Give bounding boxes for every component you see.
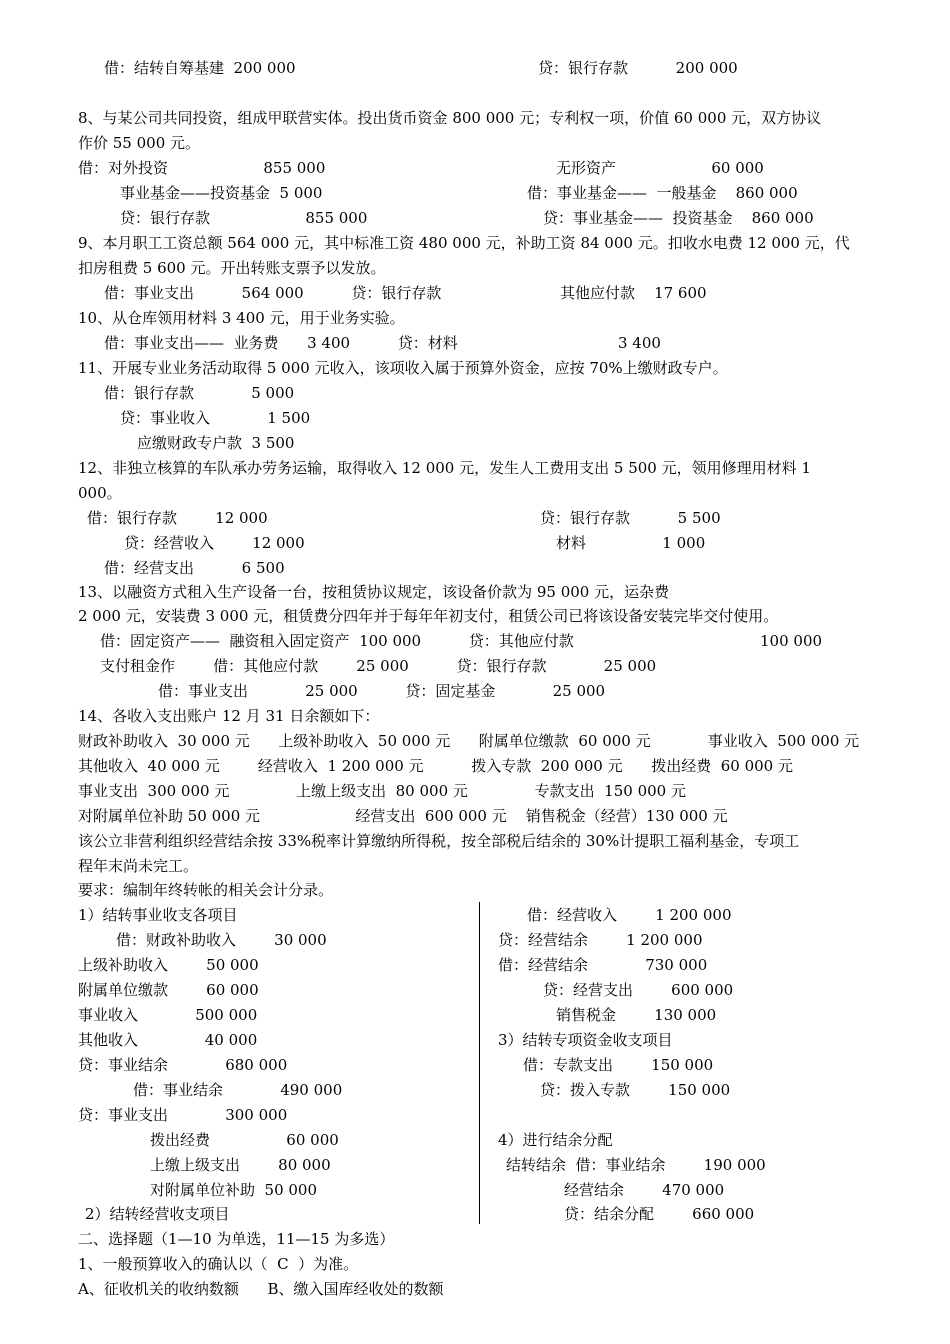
text-line: 销售税金 130 000	[556, 1006, 717, 1024]
text-line: 10、从仓库领用材料 3 400 元，用于业务实验。	[78, 309, 405, 327]
text-line: 对附属单位补助 50 000	[150, 1181, 318, 1199]
text-line: 贷：拨入专款 150 000	[540, 1081, 731, 1099]
text-line: 该公立非营利组织经营结余按 33%税率计算缴纳所得税，按全部税后结余的 30%计提职工福利基金，专项工	[78, 832, 800, 850]
text-line: 作价 55 000 元。	[78, 134, 201, 152]
text-line: 事业支出 300 000 元 上缴上级支出 80 000 元 专款支出 150 000 元	[78, 782, 686, 800]
text-line: 上缴上级支出 80 000	[150, 1156, 331, 1174]
text-line: 贷：结余分配 660 000	[564, 1205, 755, 1223]
text-line: 结转结余 借：事业结余 190 000	[506, 1156, 766, 1174]
text-line: 附属单位缴款 60 000	[78, 981, 259, 999]
text-line: 借：经营结余 730 000	[498, 956, 708, 974]
text-line: 其他收入 40 000 元 经营收入 1 200 000 元 拨入专款 200 000 元 拨出经费 60 000 元	[78, 757, 793, 775]
text-line: 借：财政补助收入 30 000	[116, 931, 327, 949]
text-line: 贷：经营支出 600 000	[543, 981, 734, 999]
text-line: 应缴财政专户款 3 500	[137, 434, 295, 452]
text-line: 借：事业基金—— 一般基金 860 000	[527, 184, 798, 202]
text-line: A、征收机关的收纳数额 B、缴入国库经收处的数额	[78, 1280, 444, 1298]
text-line: 材料 1 000	[556, 534, 706, 552]
text-line: 100 000	[760, 632, 823, 650]
text-line: 贷：银行存款 200 000	[538, 59, 738, 77]
text-line: 2 000 元，安装费 3 000 元，租赁费分四年并于每年年初支付，租赁公司已将该设备安装完毕交付使用。	[78, 607, 779, 625]
text-line: 支付租金作 借：其他应付款 25 000 贷：银行存款 25 000	[100, 657, 657, 675]
text-line: 贷：事业支出 300 000	[78, 1106, 288, 1124]
text-line: 借：对外投资 855 000	[78, 159, 326, 177]
text-line: 14、各收入支出账户 12 月 31 日余额如下：	[78, 707, 380, 725]
text-line: 4）进行结余分配	[498, 1131, 613, 1149]
text-line: 事业收入 500 000	[78, 1006, 258, 1024]
text-line: 贷：事业结余 680 000	[78, 1056, 288, 1074]
text-line: 其他收入 40 000	[78, 1031, 258, 1049]
text-line: 贷：银行存款 855 000	[120, 209, 368, 227]
text-line: 3）结转专项资金收支项目	[498, 1031, 673, 1049]
text-line: 贷：事业收入 1 500	[120, 409, 311, 427]
text-line: 贷：事业基金—— 投资基金 860 000	[543, 209, 814, 227]
text-line: 1）结转事业收支各项目	[78, 906, 238, 924]
text-line: 上级补助收入 50 000	[78, 956, 259, 974]
text-line: 借：事业支出 25 000 贷：固定基金 25 000	[158, 682, 606, 700]
text-line: 贷：经营收入 12 000	[124, 534, 305, 552]
text-line: 借：事业结余 490 000	[133, 1081, 343, 1099]
text-line: 扣房租费 5 600 元。开出转账支票予以发放。	[78, 259, 386, 277]
text-line: 财政补助收入 30 000 元 上级补助收入 50 000 元 附属单位缴款 60 000 元 事业收入 500 000 元	[78, 732, 860, 750]
text-line: 9、本月职工工资总额 564 000 元，其中标准工资 480 000 元，补助工资 84 000 元。扣收水电费 12 000 元，代	[78, 234, 850, 252]
text-line: 程年末尚未完工。	[78, 857, 199, 875]
text-line: 二、选择题（1—10 为单选，11—15 为多选）	[78, 1230, 395, 1248]
text-line: 11、开展专业业务活动取得 5 000 元收入，该项收入属于预算外资金，应按 70%上缴财政专户。	[78, 359, 728, 377]
text-line: 8、与某公司共同投资，组成甲联营实体。投出货币资金 800 000 元；专利权一项，价值 60 000 元，双方协议	[78, 109, 822, 127]
text-line: 贷：经营结余 1 200 000	[498, 931, 703, 949]
text-line: 事业基金——投资基金 5 000	[120, 184, 323, 202]
text-line: 12、非独立核算的车队承办劳务运输，取得收入 12 000 元，发生人工费用支出 5 500 元，领用修理用材料 1	[78, 459, 811, 477]
text-line: 对附属单位补助 50 000 元 经营支出 600 000 元 销售税金（经营）130 000 元	[78, 807, 728, 825]
text-line: 贷：银行存款 5 500	[540, 509, 721, 527]
text-line: 借：银行存款 12 000	[87, 509, 268, 527]
text-line: 2）结转经营收支项目	[85, 1205, 230, 1223]
text-line: 借：结转自筹基建 200 000	[104, 59, 296, 77]
text-line: 借：经营收入 1 200 000	[527, 906, 732, 924]
text-line: 拨出经费 60 000	[150, 1131, 339, 1149]
text-line: 其他应付款 17 600	[560, 284, 707, 302]
text-line: 3 400	[618, 334, 661, 352]
text-line: 借：事业支出—— 业务费 3 400 贷：材料	[104, 334, 458, 352]
text-line: 借：固定资产—— 融资租入固定资产 100 000 贷：其他应付款	[100, 632, 574, 650]
column-divider	[479, 902, 480, 1224]
text-line: 13、以融资方式租入生产设备一台，按租赁协议规定，该设备价款为 95 000 元，运杂费	[78, 583, 670, 601]
text-line: 要求：编制年终转帐的相关会计分录。	[78, 881, 334, 899]
text-line: 1、一般预算收入的确认以（ C ）为准。	[78, 1255, 359, 1273]
text-line: 借：经营支出 6 500	[104, 559, 285, 577]
text-line: 000。	[78, 484, 122, 502]
text-line: 借：事业支出 564 000 贷：银行存款	[104, 284, 442, 302]
text-line: 经营结余 470 000	[564, 1181, 725, 1199]
text-line: 借：专款支出 150 000	[523, 1056, 714, 1074]
text-line: 无形资产 60 000	[556, 159, 764, 177]
text-line: 借：银行存款 5 000	[104, 384, 295, 402]
